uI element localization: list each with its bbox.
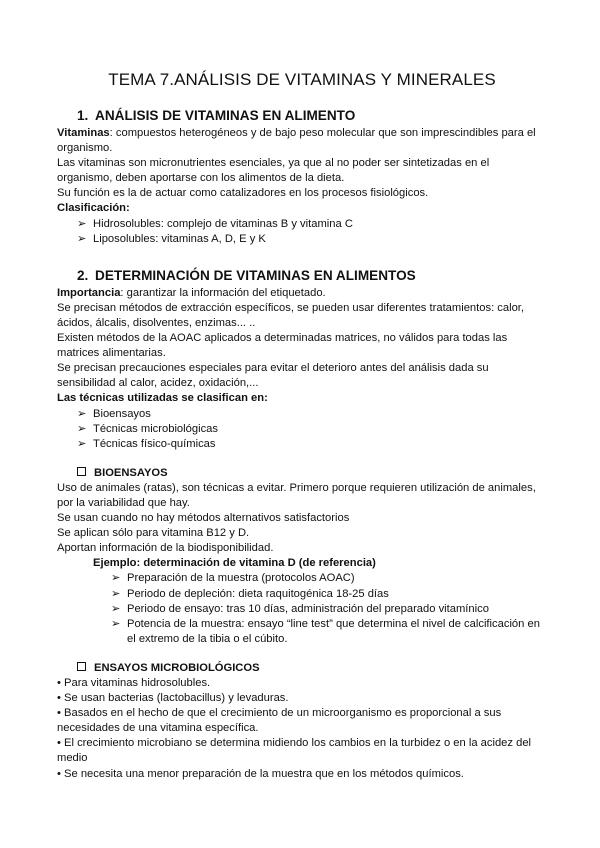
section-1-paragraph-2: Las vitaminas son micronutrientes esenciales, ya que al no poder ser sintetizadas en el organismo, deben aportarse con los alimentos de la dieta. [57, 157, 490, 185]
list-item: ➢ Técnicas físico-químicas [77, 437, 547, 452]
arrow-bullet-icon: ➢ [111, 572, 121, 585]
section-1-heading [77, 107, 547, 124]
section-2-paragraph-3: Existen métodos de la AOAC aplicados a determinadas matrices, no válidos para todas las matrices alimentarias. [57, 332, 508, 360]
vitaminas-definition [57, 126, 547, 156]
list-item: ➢ Periodo de depleción: dieta raquitogénica 18-25 días [111, 587, 547, 602]
vitaminas-label: Vitaminas [57, 127, 110, 139]
list-item: ➢ Periodo de ensayo: tras 10 días, administración del preparado vitamínico [111, 602, 547, 617]
example-steps-list [57, 571, 547, 646]
section-2-paragraph-2: Se precisan métodos de extracción específicos, se pueden usar diferentes tratamientos: calor, ácidos, álcalis, disolventes, enzimas... .. [57, 301, 525, 329]
list-item: • Se usan bacterias (lactobacillus) y levaduras. [57, 692, 289, 705]
section-1-number: 1. [77, 108, 89, 123]
vitaminas-text: : compuestos heterogéneos y de bajo peso molecular que son imprescindibles para el organismo. [57, 127, 536, 155]
arrow-bullet-icon: ➢ [77, 407, 87, 420]
microbiologicos-heading: ENSAYOS MICROBIOLÓGICOS [77, 661, 547, 676]
importancia-paragraph: Importancia: garantizar la información del etiquetado. [57, 286, 326, 299]
bioensayos-paragraph-1: Uso de animales (ratas), son técnicas a evitar. Primero porque requieren utilización de animales, por la variabilidad que hay. [57, 481, 536, 509]
list-item: ➢ Preparación de la muestra (protocolos AOAC) [111, 571, 547, 586]
example-heading: Ejemplo: determinación de vitamina D (de referencia) [93, 557, 376, 570]
tecnicas-list [57, 407, 547, 452]
tecnicas-label: Las técnicas utilizadas se clasifican en: [57, 392, 268, 405]
arrow-bullet-icon: ➢ [77, 232, 87, 245]
bioensayos-paragraph-2: Se usan cuando no hay métodos alternativos satisfactorios [57, 512, 350, 525]
document-page [57, 70, 547, 782]
arrow-bullet-icon: ➢ [111, 602, 121, 615]
arrow-bullet-icon: ➢ [111, 617, 121, 630]
page-title: TEMA 7.ANÁLISIS DE VITAMINAS Y MINERALES [108, 70, 496, 89]
bioensayos-heading: BIOENSAYOS [77, 466, 547, 481]
bioensayos-paragraph-3: Se aplican sólo para vitamina B12 y D. [57, 527, 250, 540]
section-2-heading-text: DETERMINACIÓN DE VITAMINAS EN ALIMENTOS [95, 267, 416, 283]
list-item: • El crecimiento microbiano se determina midiendo los cambios en la turbidez o en la acidez del medio [57, 737, 532, 765]
list-item: ➢ Hidrosolubles: complejo de vitaminas B y vitamina C [77, 217, 547, 232]
list-item: ➢ Potencia de la muestra: ensayo “line test” que determina el nivel de calcificación en el extremo de la tibia o el cúbito. [111, 617, 540, 645]
list-item: ➢ Liposolubles: vitaminas A, D, E y K [77, 232, 547, 247]
checkbox-bullet-icon [77, 467, 86, 476]
bioensayos-paragraph-4: Aportan información de la biodisponibilidad. [57, 542, 274, 555]
arrow-bullet-icon: ➢ [77, 422, 87, 435]
section-2-paragraph-4: Se precisan precauciones especiales para evitar el deterioro antes del análisis dada su sensibilidad al calor, acidez, oxidación,... [57, 362, 489, 390]
arrow-bullet-icon: ➢ [77, 217, 87, 230]
section-2-heading [77, 267, 547, 284]
list-item: • Para vitaminas hidrosolubles. [57, 677, 211, 689]
checkbox-bullet-icon [77, 662, 86, 671]
clasificacion-label: Clasificación: [57, 202, 130, 215]
list-item: ➢ Técnicas microbiológicas [77, 422, 547, 437]
arrow-bullet-icon: ➢ [77, 437, 87, 450]
arrow-bullet-icon: ➢ [111, 587, 121, 600]
list-item: • Basados en el hecho de que el crecimiento de un microorganismo es proporcional a sus necesidades de una vitamina específica. [57, 707, 502, 735]
importancia-label: Importancia [57, 286, 121, 299]
section-1-heading-text: ANÁLISIS DE VITAMINAS EN ALIMENTO [95, 108, 356, 123]
section-2-number: 2. [77, 267, 89, 283]
clasificacion-list [57, 217, 547, 247]
section-1-paragraph-3: Su función es la de actuar como catalizadores en los procesos fisiológicos. [57, 187, 429, 200]
list-item: ➢ Bioensayos [77, 407, 547, 422]
list-item: • Se necesita una menor preparación de la muestra que en los métodos químicos. [57, 767, 464, 780]
